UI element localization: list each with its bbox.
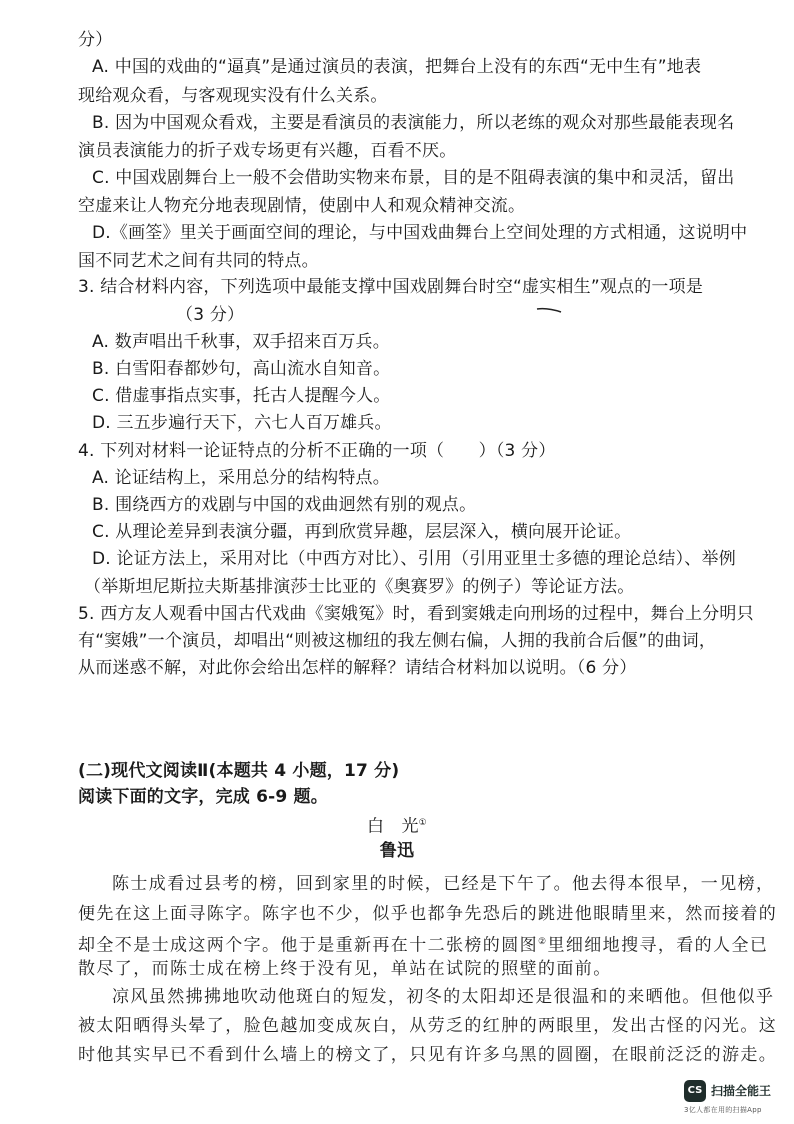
option-a: A. 数声唱出千秋事，双手招来百万兵。 [92, 332, 390, 352]
story-title-text: 白 光 [367, 816, 419, 837]
text-line: 演员表演能力的折子戏专场更有兴趣，百看不厌。 [78, 141, 457, 161]
option-b: B. 白雪阳春都妙句，高山流水自知音。 [92, 359, 391, 379]
paragraph-line: 时他其实早已不看到什么墙上的榜文了，只见有许多乌黑的圆圈，在眼前泛泛的游走。 [78, 1045, 778, 1065]
section-instruction: 阅读下面的文字，完成 6-9 题。 [78, 787, 328, 807]
question-4: 4. 下列对材料一论证特点的分析不正确的一项（ ）（3 分） [78, 441, 556, 461]
paragraph-line: 被太阳晒得头晕了，脸色越加变成灰白，从劳乏的红肿的两眼里，发出古怪的闪光。这 [78, 1016, 778, 1036]
text-line: 现给观众看，与客观现实没有什么关系。 [78, 86, 388, 106]
text-line: 分） [78, 30, 113, 50]
paragraph-text: 里细细地搜寻，看的人全已 [547, 935, 769, 956]
text-line: 从而迷惑不解，对此你会给出怎样的解释？请结合材料加以说明。（6 分） [78, 658, 637, 678]
paragraph-line: 凉风虽然拂拂地吹动他斑白的短发，初冬的太阳却还是很温和的来晒他。但他似乎 [112, 987, 775, 1007]
question-5: 5. 西方友人观看中国古代戏曲《窦娥冤》时，看到窦娥走向刑场的过程中，舞台上分明只 [78, 604, 754, 624]
text-line: 空虚来让人物充分地表现剧情，使剧中人和观众精神交流。 [78, 196, 526, 216]
paragraph-line: 陈士成看过县考的榜，回到家里的时候，已经是下午了。他去得本很早，一见榜， [112, 874, 775, 894]
paragraph-text: 却全不是士成这两个字。他于是重新再在十二张榜的圆图 [78, 935, 538, 956]
story-title [0, 810, 794, 840]
option-d: D.《画筌》里关于画面空间的理论，与中国戏曲舞台上空间处理的方式相通，这说明中 [92, 223, 748, 243]
option-c: C. 从理论差异到表演分疆，再到欣赏异趣，层层深入，横向展开论证。 [92, 522, 632, 542]
option-c: C. 借虚事指点实事，托古人提醒今人。 [92, 386, 391, 406]
question-3-score: （3 分） [176, 305, 245, 325]
option-a: A. 中国的戏曲的“逼真”是通过演员的表演，把舞台上没有的东西“无中生有”地表 [92, 57, 702, 77]
option-a: A. 论证结构上，采用总分的结构特点。 [92, 468, 390, 488]
text-line: 有“窦娥”一个演员，却唱出“则被这枷纽的我左侧右偏，人拥的我前合后偃”的曲词， [78, 631, 717, 651]
footnote-marker: ② [538, 937, 548, 947]
option-c: C. 中国戏剧舞台上一般不会借助实物来布景，目的是不阻碍表演的集中和灵活，留出 [92, 168, 735, 188]
section-heading: (二)现代文阅读Ⅱ(本题共 4 小题，17 分) [78, 761, 400, 781]
question-3: 3. 结合材料内容，下列选项中最能支撑中国戏剧舞台时空“虚实相生”观点的一项是 [78, 277, 704, 297]
option-b: B. 围绕西方的戏剧与中国的戏曲迥然有别的观点。 [92, 495, 477, 515]
pen-stroke-mark [536, 306, 562, 314]
watermark-name: 扫描全能王 [711, 1084, 772, 1098]
watermark-tagline: 3亿人都在用的扫描App [684, 1106, 762, 1114]
paragraph-line [78, 929, 768, 959]
paragraph-line: 散尽了，而陈士成在榜上终于没有见，单站在试院的照壁的面前。 [78, 959, 612, 979]
option-d: D. 论证方法上，采用对比（中西方对比）、引用（引用亚里士多德的理论总结）、举例 [92, 549, 736, 569]
option-d: D. 三五步遍行天下，六七人百万雄兵。 [92, 413, 392, 433]
option-b: B. 因为中国观众看戏，主要是看演员的表演能力，所以老练的观众对那些最能表现名 [92, 113, 735, 133]
text-line: （举斯坦尼斯拉夫斯基排演莎士比亚的《奥赛罗》的例子）等论证方法。 [84, 577, 635, 597]
paragraph-line: 便先在这上面寻陈字。陈字也不少，似乎也都争先恐后的跳进他眼睛里来，然而接着的 [78, 904, 778, 924]
cs-logo-icon: CS [684, 1080, 706, 1102]
footnote-marker: ① [418, 818, 427, 828]
story-author: 鲁迅 [379, 841, 415, 861]
text-line: 国不同艺术之间有共同的特点。 [78, 251, 319, 271]
scanner-watermark [684, 1080, 784, 1116]
